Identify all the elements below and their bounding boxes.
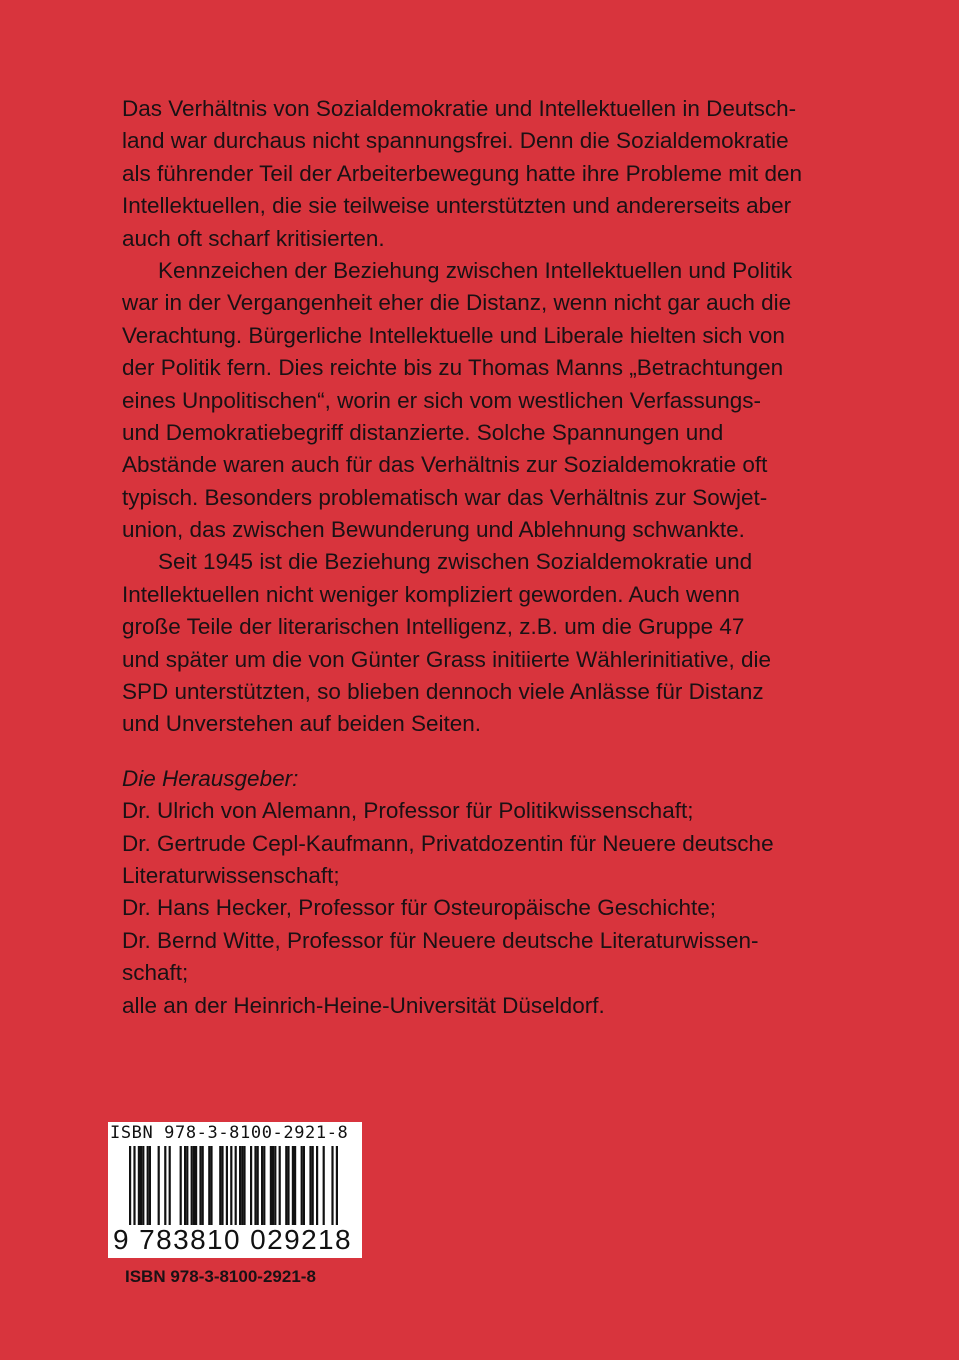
text-line: Verachtung. Bürgerliche Intellektuelle und Liberale hielten sich von (122, 322, 785, 348)
text-line: eines Unpolitischen“, worin er sich vom westlichen Verfassungs- (122, 387, 762, 413)
text-line: Abstände waren auch für das Verhältnis zur Sozialdemokratie oft (122, 452, 768, 478)
text-line: als führender Teil der Arbeiterbewegung hatte ihre Probleme mit den (122, 160, 802, 186)
barcode-bar (195, 1146, 197, 1226)
back-cover-text (122, 93, 852, 1022)
text-line: Intellektuellen nicht weniger kompliziert geworden. Auch wenn (122, 581, 740, 607)
barcode-guard-bar (230, 1146, 232, 1236)
editor-line: Literaturwissenschaft; (122, 862, 340, 888)
barcode-bar (186, 1146, 188, 1226)
barcode-isbn-label: ISBN 978-3-8100-2921-8 (110, 1123, 349, 1143)
barcode-bar (309, 1146, 311, 1226)
text-line: Das Verhältnis von Sozialdemokratie und Intellektuellen in Deutsch- (122, 96, 797, 121)
text-line: typisch. Besonders problematisch war das Verhältnis zur Sowjet- (122, 484, 768, 510)
barcode-bar (323, 1146, 325, 1226)
barcode-bar (243, 1146, 245, 1226)
editor-line: schaft; (122, 960, 189, 986)
barcode-bar (191, 1146, 193, 1226)
text-line: und später um die von Günter Grass initiierte Wählerinitiative, die (122, 646, 772, 672)
text-line: und Unverstehen auf beiden Seiten. (122, 711, 482, 737)
barcode-bar (140, 1146, 142, 1226)
barcode-bar (254, 1146, 256, 1226)
text-line: und Demokratiebegriff distanzierte. Solche Spannungen und (122, 419, 724, 445)
barcode-bar (287, 1146, 289, 1226)
barcode-guard-bar (235, 1146, 237, 1236)
barcode-bar (169, 1146, 171, 1226)
text-line: auch oft scharf kritisierten. (122, 225, 385, 251)
barcode-bar (270, 1146, 272, 1226)
text-line: Intellektuellen, die sie teilweise unterstützten und andererseits aber (122, 193, 792, 219)
barcode-guard-bar (133, 1146, 135, 1236)
section-gap (122, 741, 852, 763)
editor-line: Dr. Hans Hecker, Professor für Osteuropäische Geschichte; (122, 895, 716, 921)
barcode-bar (279, 1146, 281, 1226)
barcode-bar (274, 1146, 276, 1226)
barcode-bar (226, 1146, 228, 1226)
barcode-bar (208, 1146, 210, 1226)
barcode-bar (316, 1146, 318, 1226)
barcode-bar (149, 1146, 151, 1226)
barcode-bar (138, 1146, 140, 1226)
text-line: SPD unterstützten, so blieben dennoch viele Anlässe für Distanz (122, 679, 764, 705)
barcode-guard-bar (331, 1146, 333, 1236)
barcode-bar (294, 1146, 296, 1226)
barcode-bar (312, 1146, 314, 1226)
barcode-bar (285, 1146, 287, 1226)
barcode-bar (292, 1146, 294, 1226)
text-line: war in der Vergangenheit eher die Distanz, wenn nicht gar auch die (122, 290, 792, 316)
barcode-bar (263, 1146, 265, 1226)
editors-heading: Die Herausgeber: (122, 765, 299, 791)
barcode-bar (241, 1146, 243, 1226)
barcode-bar (180, 1146, 182, 1226)
barcode-bar (142, 1146, 144, 1226)
barcode-bar (210, 1146, 212, 1226)
barcode-bar (303, 1146, 305, 1226)
barcode-bar (158, 1146, 160, 1226)
text-line: große Teile der literarischen Intelligenz, z.B. um die Gruppe 47 (122, 614, 745, 640)
blurb-paragraph-2 (122, 255, 852, 547)
editor-line: alle an der Heinrich-Heine-Universität Düseldorf. (122, 992, 605, 1018)
blurb-paragraph-1 (122, 93, 852, 255)
text-line: union, das zwischen Bewunderung und Ablehnung schwankte. (122, 517, 745, 543)
barcode-bar (219, 1146, 221, 1226)
barcode-bar (164, 1146, 166, 1226)
text-line: Seit 1945 ist die Beziehung zwischen Sozialdemokratie und (158, 549, 753, 575)
barcode (108, 1122, 362, 1258)
barcode-bar (221, 1146, 223, 1226)
barcode-bar (250, 1146, 252, 1226)
barcode-bar (202, 1146, 204, 1226)
barcode-bar (239, 1146, 241, 1226)
editor-line: Dr. Gertrude Cepl-Kaufmann, Privatdozentin für Neuere deutsche (122, 830, 774, 856)
barcode-bar (193, 1146, 195, 1226)
barcode-bar (184, 1146, 186, 1226)
isbn-text: ISBN 978-3-8100-2921-8 (125, 1267, 316, 1286)
barcode-bar (199, 1146, 201, 1226)
text-line: der Politik fern. Dies reichte bis zu Thomas Manns „Betrachtungen (122, 355, 784, 381)
barcode-digits: 9 783810 029218 (113, 1225, 358, 1255)
barcode-bar (301, 1146, 303, 1226)
editors-section (122, 763, 852, 1022)
barcode-guard-bar (336, 1146, 338, 1236)
barcode-bar (261, 1146, 263, 1226)
editor-line: Dr. Bernd Witte, Professor für Neuere deutsche Literaturwissen- (122, 927, 759, 953)
barcode-bar (272, 1146, 274, 1226)
barcode-bar (147, 1146, 149, 1226)
editor-line: Dr. Ulrich von Alemann, Professor für Politikwissenschaft; (122, 798, 694, 824)
barcode-guard-bar (129, 1146, 131, 1236)
blurb-paragraph-3 (122, 546, 852, 740)
text-line: Kennzeichen der Beziehung zwischen Intellektuellen und Politik (158, 257, 793, 283)
text-line: land war durchaus nicht spannungsfrei. Denn die Sozialdemokratie (122, 128, 789, 154)
barcode-bar (257, 1146, 259, 1226)
